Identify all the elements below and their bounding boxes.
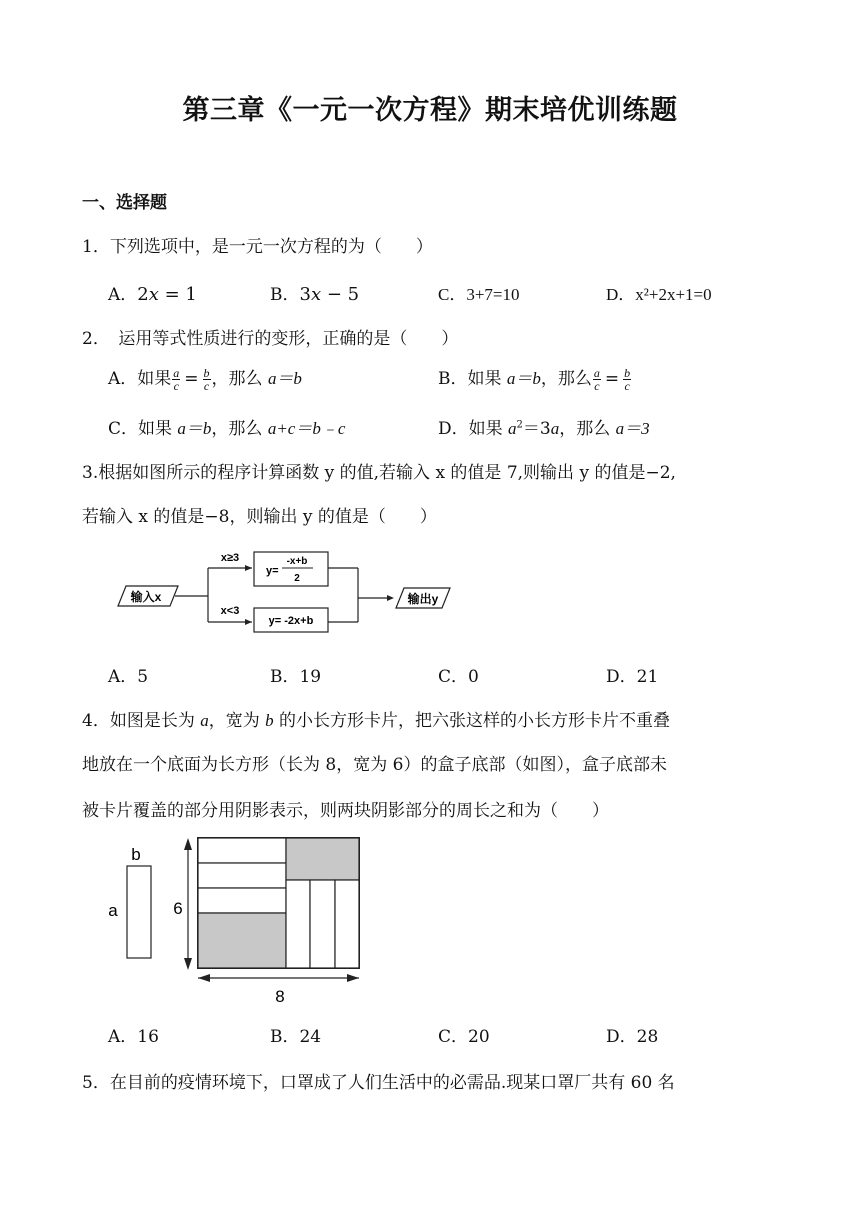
q2-option-c-mid: ，那么 [211, 419, 268, 439]
q4-var-b: b [265, 711, 274, 730]
q3-option-a: A．5 [108, 667, 149, 687]
fraction-b-over-c: $\frac{b}{c}$ [203, 366, 210, 393]
fraction-b-over-c: $\frac{b}{c}$ [624, 366, 631, 393]
q2-option-d-a2: a [550, 419, 560, 438]
card-horizontal-1 [198, 838, 286, 863]
q2-option-d [438, 414, 650, 439]
shaded-region-top-right [286, 838, 359, 880]
q2-option-b: B．如果 a＝b，那么 $\frac{a}{c}$ = $\frac{b}{c}$ [438, 366, 631, 393]
q2-option-d-a: a [508, 419, 517, 438]
question-3-line-1: 3.根据如图所示的程序计算函数 y 的值,若输入 x 的值是 7,则输出 y 的值是−2, [82, 463, 676, 483]
small-card [127, 866, 151, 958]
flow-top-numerator: -x+b [286, 556, 308, 567]
q3-option-c: C．0 [438, 667, 479, 687]
q3-option-d: D．21 [606, 667, 659, 687]
q2-option-d-prefix: D．如果 [438, 419, 509, 439]
question-4-line-3: 被卡片覆盖的部分用阴影表示，则两块阴影部分的周长之和为（ ） [82, 801, 609, 821]
card-horizontal-2 [198, 863, 286, 888]
q1-option-a-expr: 2𝑥 = 1 [137, 284, 197, 305]
q2-option-c [108, 414, 345, 439]
flow-top-prefix: y= [266, 565, 279, 577]
dimension-label-6: 6 [173, 899, 183, 918]
flow-input-label: 输入x [130, 590, 162, 604]
fraction-a-over-c: $\frac{a}{c}$ [173, 366, 180, 393]
q2-option-a-prefix: A．如果 [108, 369, 172, 389]
q4-option-d: D．28 [606, 1027, 659, 1047]
q1-option-b-expr: 3𝑥 − 5 [299, 284, 360, 305]
question-4-line-2: 地放在一个底面为长方形（长为 8，宽为 6）的盒子底部（如图），盒子底部未 [82, 755, 667, 775]
q3-option-b: B．19 [270, 667, 322, 687]
q4-option-b: B．24 [270, 1027, 322, 1047]
q2-option-d-end: a＝3 [615, 419, 650, 438]
q2-option-b-mid: ，那么 [540, 369, 592, 389]
card-vertical-1 [286, 880, 310, 968]
card-label-a: a [108, 901, 118, 920]
q4-line1-end: 的小长方形卡片，把六张这样的小长方形卡片不重叠 [273, 711, 671, 731]
question-1-stem: 1．下列选项中，是一元一次方程的为（ ） [82, 237, 433, 257]
q2-option-a-end: a＝b [267, 369, 302, 388]
question-4-line-1 [82, 706, 670, 731]
q2-option-c-end: a+c＝b﹣c [267, 419, 346, 438]
flow-condition-top: x≥3 [220, 552, 240, 564]
fraction-a-over-c: $\frac{a}{c}$ [593, 366, 600, 393]
flow-top-denominator: 2 [294, 573, 300, 584]
flow-output-label: 输出y [407, 592, 439, 606]
q4-option-a: A．16 [108, 1027, 159, 1047]
question-3-line-2: 若输入 x 的值是−8，则输出 y 的值是（ ） [82, 507, 437, 527]
flow-condition-bottom: x<3 [220, 605, 240, 617]
card-label-b: b [131, 845, 141, 864]
card-horizontal-3 [198, 888, 286, 913]
q1-option-a-label: A． [108, 285, 138, 305]
program-flowchart [112, 546, 457, 636]
q1-option-d: D．x²+2x+1=0 [606, 285, 712, 304]
q2-option-c-prefix: C．如果 [108, 419, 178, 439]
q4-line1-mid: ，宽为 [208, 711, 266, 731]
card-vertical-3 [335, 880, 359, 968]
q1-option-b-label: B． [270, 285, 300, 305]
q2-option-b-cond: a＝b [506, 369, 541, 388]
card-vertical-2 [310, 880, 335, 968]
question-5-line-1: 5．在目前的疫情环境下，口罩成了人们生活中的必需品.现某口罩厂共有 60 名 [82, 1073, 675, 1093]
q1-option-c: C．3+7=10 [438, 285, 520, 304]
q2-option-d-eq: ＝3 [522, 419, 551, 439]
q4-var-a: a [200, 711, 209, 730]
q2-option-d-mid: ，那么 [559, 419, 616, 439]
section-heading: 一、选择题 [82, 193, 167, 213]
flow-bottom-formula: y= -2x+b [268, 615, 314, 627]
dimension-label-8: 8 [275, 987, 285, 1006]
shaded-region-bottom-left [198, 913, 286, 968]
q2-option-c-cond: a＝b [177, 419, 212, 438]
q1-option-a [108, 280, 197, 305]
q2-option-a: A．如果 $\frac{a}{c}$ = $\frac{b}{c}$ ，那么 a＝b [108, 366, 302, 393]
box-cards-figure [100, 836, 370, 1008]
q2-option-b-prefix: B．如果 [438, 369, 507, 389]
q1-option-b [270, 280, 359, 305]
q2-option-d-sup: 2 [516, 419, 523, 431]
q4-line1-prefix: 4．如图是长为 [82, 711, 201, 731]
q4-option-c: C．20 [438, 1027, 490, 1047]
page-title: 第三章《一元一次方程》期末培优训练题 [182, 95, 678, 126]
q2-option-a-mid: ，那么 [211, 369, 268, 389]
question-2-stem: 2． 运用等式性质进行的变形，正确的是（ ） [82, 329, 459, 349]
